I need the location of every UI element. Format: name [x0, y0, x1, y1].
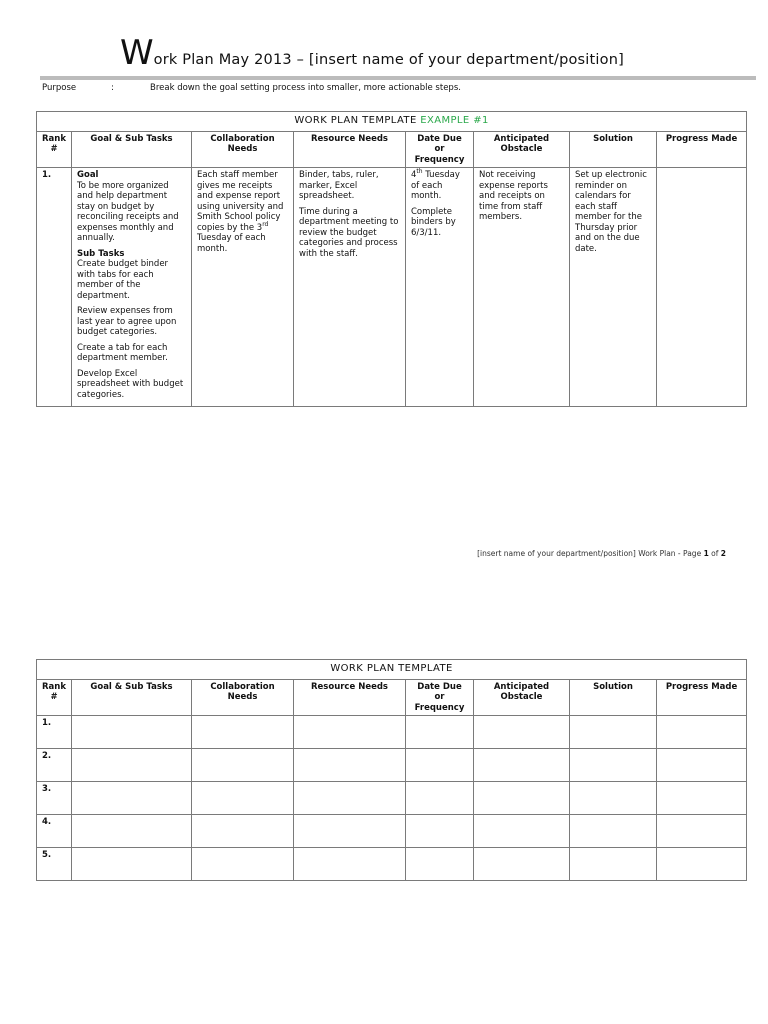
col-rank: Rank #: [37, 131, 72, 168]
col-date: Date Due or Frequency: [406, 679, 474, 716]
blank-cell[interactable]: [657, 782, 747, 815]
date-ordinal: 4: [411, 170, 417, 180]
col-goal: Goal & Sub Tasks: [72, 679, 192, 716]
blank-cell[interactable]: [294, 782, 406, 815]
blank-cell[interactable]: [474, 749, 570, 782]
date-cell: [406, 168, 474, 407]
page-footer: [477, 549, 726, 558]
date-text-end: Tuesday of each month.: [411, 170, 460, 201]
blank-cell[interactable]: [406, 716, 474, 749]
resource-cell: [294, 168, 406, 407]
solution-cell: Set up electronic reminder on calendars for each staff member for the Thursday prior and on the due date.: [570, 168, 657, 407]
blank-cell[interactable]: [72, 716, 192, 749]
blank-table-caption: WORK PLAN TEMPLATE: [37, 660, 747, 680]
collaboration-text-end: Tuesday of each month.: [197, 233, 266, 254]
blank-cell[interactable]: [294, 815, 406, 848]
rank-cell: 2.: [37, 749, 72, 782]
blank-cell[interactable]: [657, 848, 747, 881]
header-row: [37, 131, 747, 168]
blank-cell[interactable]: [657, 749, 747, 782]
purpose-text: Break down the goal setting process into smaller, more actionable steps.: [150, 83, 461, 93]
col-rank: Rank #: [37, 679, 72, 716]
goal-heading: Goal: [77, 170, 99, 180]
blank-cell[interactable]: [657, 815, 747, 848]
col-collaboration: Collaboration Needs: [192, 131, 294, 168]
rank-cell: 4.: [37, 815, 72, 848]
goal-text: To be more organized and help department stay on budget by reconciling receipts and expenses monthly and annually.: [77, 180, 179, 243]
rank-cell: 1.: [37, 168, 72, 407]
col-progress: Progress Made: [657, 131, 747, 168]
blank-cell[interactable]: [406, 815, 474, 848]
table-row: [37, 168, 747, 407]
date-complete: Complete binders by 6/3/11.: [411, 206, 456, 238]
col-obstacle: Anticipated Obstacle: [474, 131, 570, 168]
caption-text: WORK PLAN TEMPLATE: [294, 115, 417, 126]
blank-cell[interactable]: [192, 716, 294, 749]
subtask-item: Create budget binder with tabs for each member of the department.: [77, 259, 169, 301]
subtasks-heading: Sub Tasks: [77, 248, 125, 259]
date-sup: th: [416, 168, 423, 176]
footer-text: [insert name of your department/position] Work Plan - Page: [477, 549, 704, 558]
col-goal: Goal & Sub Tasks: [72, 131, 192, 168]
collaboration-text: Each staff member gives me receipts and expense report using university and Smith School policy copies by the 3: [197, 170, 284, 233]
rank-cell: 5.: [37, 848, 72, 881]
blank-cell[interactable]: [570, 815, 657, 848]
title: [120, 33, 624, 73]
subtask-item: Review expenses from last year to agree upon budget categories.: [77, 306, 177, 337]
blank-cell[interactable]: [294, 749, 406, 782]
table-row: [37, 782, 747, 815]
blank-cell[interactable]: [474, 782, 570, 815]
title-initial: W: [120, 33, 154, 73]
blank-cell[interactable]: [657, 716, 747, 749]
blank-cell[interactable]: [570, 716, 657, 749]
title-text: ork Plan May 2013 – [insert name of your department/position]: [153, 52, 624, 68]
col-collaboration: Collaboration Needs: [192, 679, 294, 716]
col-obstacle: Anticipated Obstacle: [474, 679, 570, 716]
goal-cell: [72, 168, 192, 407]
header-row: [37, 679, 747, 716]
blank-cell[interactable]: [406, 848, 474, 881]
blank-cell[interactable]: [192, 848, 294, 881]
obstacle-cell: Not receiving expense reports and receipts on time from staff members.: [474, 168, 570, 407]
blank-cell[interactable]: [570, 848, 657, 881]
blank-cell[interactable]: [570, 782, 657, 815]
col-resource: Resource Needs: [294, 679, 406, 716]
blank-table: [36, 659, 747, 881]
example-table-caption: [37, 112, 747, 132]
blank-cell[interactable]: [72, 815, 192, 848]
table-row: [37, 815, 747, 848]
table-row: [37, 716, 747, 749]
blank-cell[interactable]: [192, 782, 294, 815]
collaboration-sup: rd: [262, 220, 269, 228]
blank-cell[interactable]: [192, 815, 294, 848]
blank-cell[interactable]: [72, 848, 192, 881]
col-date: Date Due or Frequency: [406, 131, 474, 168]
blank-cell[interactable]: [406, 782, 474, 815]
subtask-item: Develop Excel spreadsheet with budget categories.: [77, 368, 184, 400]
col-solution: Solution: [570, 131, 657, 168]
footer-total: 2: [720, 549, 726, 558]
purpose-label: Purpose: [42, 83, 77, 93]
col-solution: Solution: [570, 679, 657, 716]
date-text: [411, 170, 468, 202]
blank-cell[interactable]: [192, 749, 294, 782]
blank-cell[interactable]: [474, 815, 570, 848]
table-row: [37, 749, 747, 782]
blank-cell[interactable]: [406, 749, 474, 782]
rank-cell: 1.: [37, 716, 72, 749]
col-resource: Resource Needs: [294, 131, 406, 168]
table-row: [37, 848, 747, 881]
blank-cell[interactable]: [294, 848, 406, 881]
footer-of: of: [708, 549, 721, 558]
blank-cell[interactable]: [72, 749, 192, 782]
blank-cell[interactable]: [72, 782, 192, 815]
purpose-colon: :: [111, 83, 114, 93]
subtask-item: Create a tab for each department member.: [77, 342, 168, 363]
blank-cell[interactable]: [294, 716, 406, 749]
footer-page: 1: [703, 549, 709, 558]
resource-text: Binder, tabs, ruler, marker, Excel spreadsheet.: [299, 170, 379, 201]
title-rule: [40, 76, 756, 80]
caption-accent: EXAMPLE #1: [420, 115, 489, 126]
rank-cell: 3.: [37, 782, 72, 815]
example-table: [36, 111, 747, 407]
blank-cell[interactable]: [570, 749, 657, 782]
progress-cell: [657, 168, 747, 407]
col-progress: Progress Made: [657, 679, 747, 716]
collaboration-cell: [192, 168, 294, 407]
resource-text: Time during a department meeting to review the budget categories and process with the staff.: [299, 206, 399, 259]
blank-cell[interactable]: [474, 716, 570, 749]
blank-cell[interactable]: [474, 848, 570, 881]
